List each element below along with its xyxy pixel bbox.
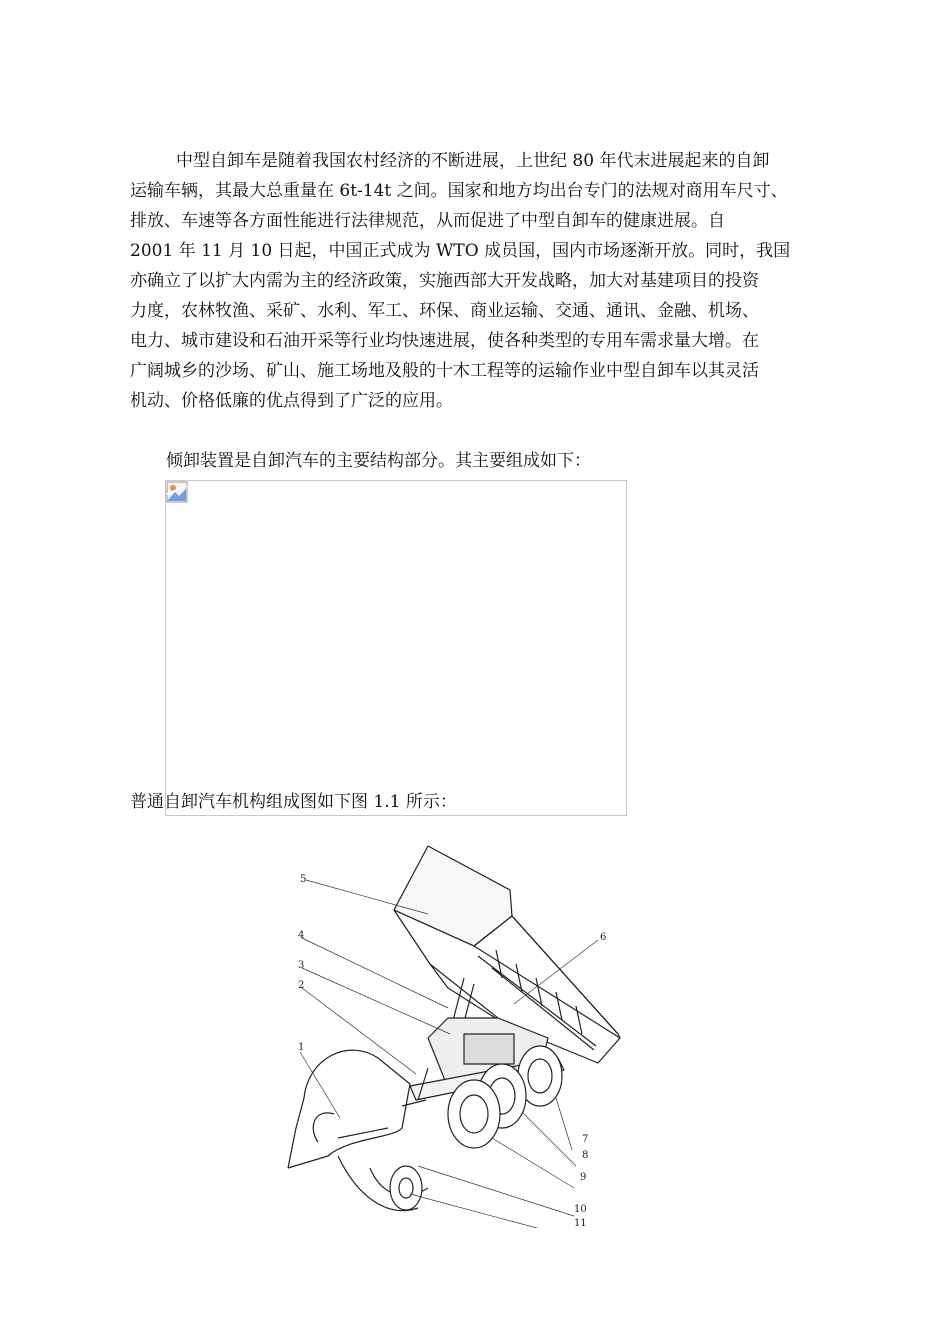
- paragraph-line: 运输车辆，其最大总重量在 6t-14t 之间。国家和地方均出台专门的法规对商用车尺寸、: [130, 181, 788, 201]
- figure-caption: 普通自卸汽车机构组成图如下图 1.1 所示：: [130, 792, 457, 812]
- callout-7: 7: [582, 1134, 589, 1145]
- paragraph-line: 2001 年 11 月 10 日起，中国正式成为 WTO 成员国，国内市场逐渐开放。同时，我国: [130, 241, 791, 261]
- broken-image-icon: [166, 481, 188, 503]
- paragraph-line: 广阔城乡的沙场、矿山、施工场地及般的十木工程等的运输作业中型自卸车以其灵活: [130, 361, 759, 381]
- callout-6: 6: [600, 932, 607, 943]
- callout-3: 3: [298, 960, 305, 971]
- paragraph-line: 机动、价格低廉的优点得到了广泛的应用。: [130, 391, 453, 411]
- callout-9: 9: [580, 1172, 587, 1183]
- paragraph-line: 力度，农林牧渔、采矿、水利、军工、环保、商业运输、交通、通讯、金融、机场、: [130, 301, 759, 321]
- paragraph-line: 排放、车速等各方面性能进行法律规范，从而促进了中型自卸车的健康进展。自: [130, 211, 725, 231]
- intro-paragraph: [130, 146, 838, 416]
- dump-device-paragraph: 倾卸装置是自卸汽车的主要结构部分。其主要组成如下：: [166, 451, 591, 471]
- callout-1: 1: [298, 1042, 305, 1053]
- callout-11: 11: [574, 1218, 587, 1228]
- paragraph-line: 中型自卸车是随着我国农村经济的不断进展，上世纪 80 年代末进展起来的自卸: [176, 151, 770, 171]
- paragraph-line: 电力、城市建设和石油开采等行业均快速进展，使各种类型的专用车需求量大增。在: [130, 331, 759, 351]
- callout-8: 8: [582, 1150, 589, 1161]
- callout-2: 2: [298, 980, 305, 991]
- missing-image-frame: [165, 480, 627, 816]
- cab-outline: [288, 1050, 428, 1210]
- paragraph-line: 亦确立了以扩大内需为主的经济政策，实施西部大开发战略，加大对基建项目的投资: [130, 271, 759, 291]
- callout-10: 10: [574, 1204, 587, 1215]
- callout-4: 4: [298, 930, 305, 941]
- callout-5: 5: [300, 874, 307, 885]
- dump-truck-diagram: [278, 838, 628, 1228]
